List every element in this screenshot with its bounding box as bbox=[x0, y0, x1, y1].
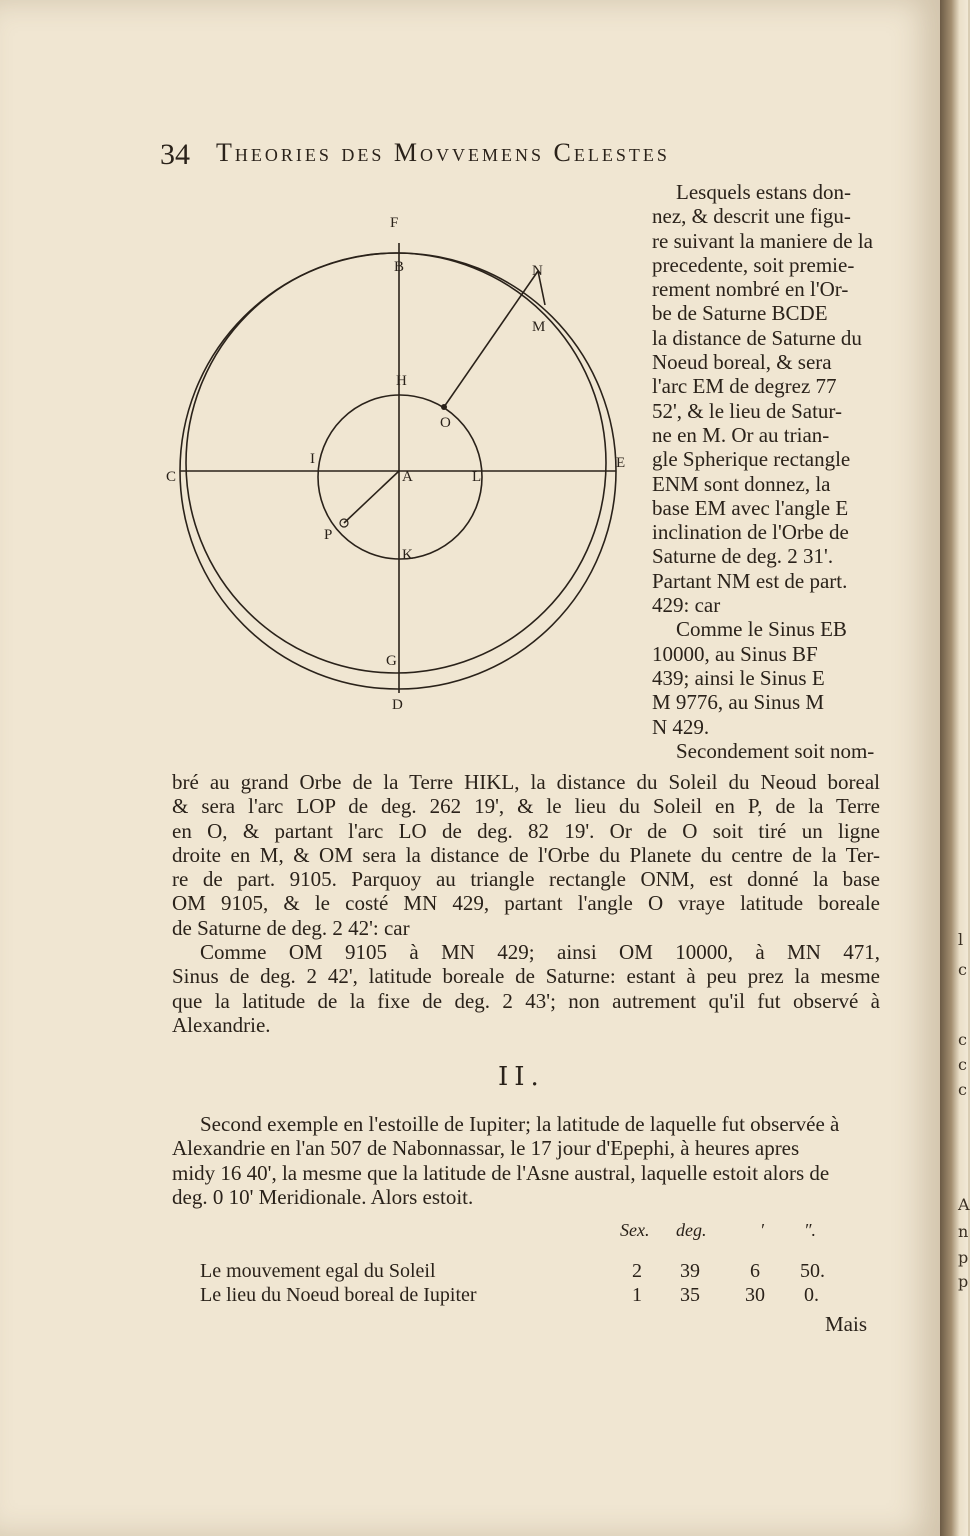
text-line: 439; ainsi le Sinus E bbox=[652, 665, 825, 690]
edge-fragment: p bbox=[958, 1272, 969, 1291]
table-header-seconds: ″. bbox=[804, 1220, 816, 1240]
catchword: Mais bbox=[825, 1312, 867, 1336]
text-line: base EM avec l'angle E bbox=[652, 495, 849, 520]
row-label: Le mouvement egal du Soleil bbox=[200, 1260, 436, 1282]
text-line: que la latitude de la fixe de deg. 2 43'; non autrement qu'il fut observé à bbox=[172, 988, 880, 1013]
text-line: inclination de l'Orbe de bbox=[652, 520, 849, 545]
edge-fragment: c bbox=[958, 1030, 967, 1049]
text-line: la distance de Saturne du bbox=[652, 325, 862, 350]
point-O bbox=[441, 404, 447, 410]
label-H: H bbox=[396, 373, 407, 389]
table-header-sex: Sex. bbox=[620, 1220, 650, 1240]
text-line: Secondement soit nom- bbox=[676, 738, 875, 763]
text-line: gle Spherique rectangle bbox=[652, 447, 851, 472]
adjacent-page-edge bbox=[940, 0, 968, 1536]
row-value: 2 bbox=[632, 1260, 642, 1282]
text-line: de Saturne de deg. 2 42': car bbox=[172, 915, 410, 940]
page-number: 34 bbox=[160, 138, 190, 171]
right-column-text bbox=[652, 180, 877, 763]
text-line: M 9776, au Sinus M bbox=[652, 690, 825, 715]
second-example-paragraph bbox=[172, 1112, 878, 1209]
label-I: I bbox=[310, 451, 315, 467]
edge-fragment: p bbox=[958, 1248, 969, 1267]
table-row bbox=[200, 1284, 840, 1310]
text-line: ENM sont donnez, la bbox=[652, 471, 831, 496]
text-line: droite en M, & OM sera la distance de l'Orbe du Planete du centre de la Ter- bbox=[172, 842, 880, 867]
label-N: N bbox=[532, 263, 543, 279]
text-line: N 429. bbox=[652, 714, 710, 739]
text-line: 52', & le lieu de Satur- bbox=[652, 398, 842, 423]
row-value: 30 bbox=[745, 1284, 765, 1306]
text-line: ne en M. Or au trian- bbox=[652, 422, 830, 447]
text-line: rement nombré en l'Or- bbox=[652, 277, 849, 302]
row-value: 50. bbox=[800, 1260, 825, 1282]
orbit-diagram bbox=[150, 205, 630, 725]
row-value: 0. bbox=[804, 1284, 819, 1306]
row-value: 1 bbox=[632, 1284, 642, 1306]
row-value: 35 bbox=[680, 1284, 700, 1306]
table-header-minutes: ′ bbox=[760, 1220, 764, 1240]
row-value: 6 bbox=[750, 1260, 760, 1282]
label-M: M bbox=[532, 319, 546, 335]
section-number: II. bbox=[498, 1062, 545, 1092]
text-line: 429: car bbox=[652, 593, 721, 618]
edge-fragment: l bbox=[958, 930, 964, 949]
text-line: Alexandrie en l'an 507 de Nabonnassar, le 17 jour d'Epephi, à heures apres bbox=[172, 1136, 800, 1161]
earth-orbit-circle bbox=[318, 395, 482, 559]
text-line: re de part. 9105. Parquoy au triangle rectangle ONM, est donné la base bbox=[172, 867, 880, 892]
label-O: O bbox=[440, 415, 451, 431]
text-line: 10000, au Sinus BF bbox=[652, 641, 818, 666]
label-P: P bbox=[324, 527, 333, 543]
text-line: Second exemple en l'estoille de Iupiter; la latitude de laquelle fut observée à bbox=[200, 1112, 840, 1136]
full-width-paragraph bbox=[172, 770, 880, 1037]
text-line: en O, & partant l'arc LO de deg. 82 19'. Or de O soit tiré un ligne bbox=[172, 818, 880, 843]
edge-fragment: A bbox=[958, 1195, 970, 1214]
text-line: midy 16 40', la mesme que la latitude de l'Asne austral, laquelle estoit alors de bbox=[172, 1160, 830, 1185]
text-line: precedente, soit premie- bbox=[652, 252, 855, 277]
label-D: D bbox=[392, 697, 403, 713]
text-line: Saturne de deg. 2 31'. bbox=[652, 544, 834, 569]
row-value: 39 bbox=[680, 1260, 700, 1282]
text-line: Partant NM est de part. bbox=[652, 568, 848, 593]
label-E: E bbox=[616, 455, 626, 471]
text-line: Comme le Sinus EB bbox=[676, 617, 847, 642]
text-line: nez, & descrit une figu- bbox=[652, 204, 851, 229]
text-line: OM 9105, & le costé MN 429, partant l'angle O vraye latitude boreale bbox=[172, 891, 880, 916]
text-line: Noeud boreal, & sera bbox=[652, 350, 832, 375]
label-K: K bbox=[402, 547, 413, 563]
label-C: C bbox=[166, 469, 177, 485]
inner-orbit-circle bbox=[186, 253, 606, 673]
text-line: Alexandrie. bbox=[172, 1012, 271, 1037]
text-line: bré au grand Orbe de la Terre HIKL, la distance du Soleil du Neoud boreal bbox=[172, 770, 880, 794]
label-L: L bbox=[472, 469, 482, 485]
line-A-P bbox=[344, 471, 399, 523]
edge-fragment: c bbox=[958, 960, 967, 979]
edge-fragment: c bbox=[958, 1080, 967, 1099]
label-B: B bbox=[394, 259, 405, 275]
text-line: deg. 0 10' Meridionale. Alors estoit. bbox=[172, 1184, 474, 1209]
label-G: G bbox=[386, 653, 397, 669]
text-line: Lesquels estans don- bbox=[676, 180, 851, 204]
edge-fragment: n bbox=[958, 1222, 969, 1241]
label-A: A bbox=[402, 469, 413, 485]
text-line: Sinus de deg. 2 42', latitude boreale de Saturne: estant à peu prez la mesme bbox=[172, 964, 880, 989]
table-row bbox=[200, 1260, 840, 1286]
text-line: & sera l'arc LOP de deg. 262 19', & le lieu du Soleil en P, de la Terre bbox=[172, 794, 880, 819]
row-label: Le lieu du Noeud boreal de Iupiter bbox=[200, 1284, 477, 1306]
running-head: Theories des Movvemens Celestes bbox=[216, 138, 670, 167]
text-line: Comme OM 9105 à MN 429; ainsi OM 10000, à MN 471, bbox=[200, 940, 880, 965]
text-line: be de Saturne BCDE bbox=[652, 301, 828, 326]
line-O-N bbox=[444, 271, 538, 407]
table-header-deg: deg. bbox=[676, 1220, 707, 1240]
edge-fragment: c bbox=[958, 1055, 967, 1074]
text-line: re suivant la maniere de la bbox=[652, 228, 873, 253]
text-line: l'arc EM de degrez 77 bbox=[652, 374, 837, 399]
label-F: F bbox=[390, 215, 399, 231]
